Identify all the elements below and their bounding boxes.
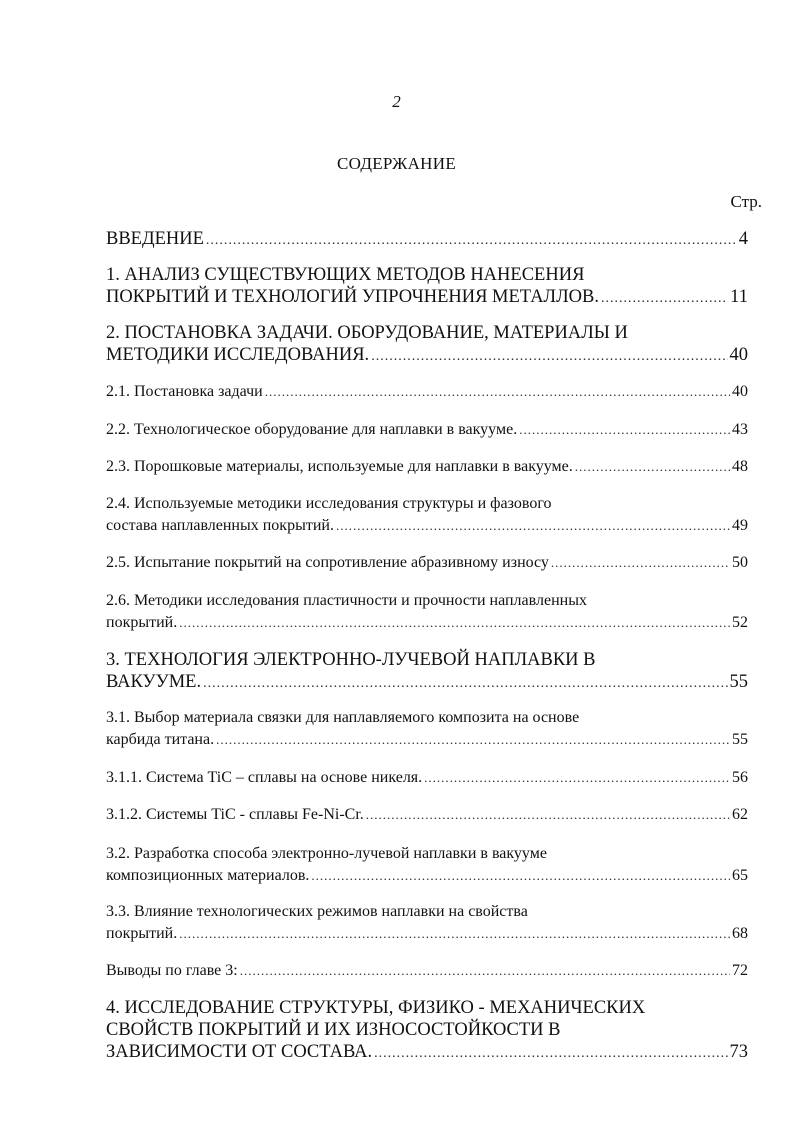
toc-entry-title: ЗАВИСИМОСТИ ОТ СОСТАВА. [106, 1042, 373, 1062]
leader-dots [551, 552, 730, 574]
toc-entry-chapter-1[interactable] [106, 264, 748, 310]
leader-dots [366, 804, 730, 826]
toc-entry-introduction[interactable] [106, 228, 748, 252]
toc-entry-title: покрытий. [106, 925, 178, 942]
toc-entry-section-2-5[interactable] [106, 552, 748, 574]
toc-page-number: 62 [732, 806, 748, 823]
toc-page-number: 56 [732, 769, 748, 786]
toc-entry-title-line1: 3.2. Разработка способа электронно-лучевой наплавки в вакууме [106, 845, 547, 862]
toc-entry-section-3-2[interactable] [106, 843, 748, 887]
toc-entry-title-line1: 3. ТЕХНОЛОГИЯ ЭЛЕКТРОННО-ЛУЧЕВОЙ НАПЛАВКИ В [106, 650, 596, 670]
toc-page-number: 49 [732, 517, 748, 534]
toc-entry-title: 2.5. Испытание покрытий на сопротивление абразивному износу [106, 554, 549, 571]
toc-entry-title: Выводы по главе 3: [106, 962, 238, 979]
leader-dots [206, 230, 737, 252]
leader-dots [265, 381, 730, 403]
toc-entry-section-2-1[interactable] [106, 381, 748, 403]
toc-entry-section-3-3[interactable] [106, 901, 748, 945]
toc-entry-title: 2.1. Постановка задачи [106, 383, 263, 400]
leader-dots [311, 865, 730, 887]
toc-entry-section-3-1-2[interactable] [106, 804, 748, 826]
toc-entry-title: ПОКРЫТИЙ И ТЕХНОЛОГИЙ УПРОЧНЕНИЯ МЕТАЛЛОВ. [106, 287, 599, 307]
toc-page-number: 50 [732, 554, 748, 571]
toc-entry-title: карбида титана. [106, 731, 215, 748]
toc-page-number: 43 [732, 421, 748, 438]
leader-dots [575, 456, 730, 478]
toc-entry-title: состава наплавленных покрытий. [106, 517, 334, 534]
toc-entry-title: композиционных материалов. [106, 867, 310, 884]
toc-page-number: 40 [729, 345, 748, 365]
toc-entry-title: ВАКУУМЕ. [106, 672, 202, 692]
toc-entry-title-line1: 2.6. Методики исследования пластичности и прочности наплавленных [106, 592, 587, 609]
toc-entry-chapter-3-conclusions[interactable] [106, 960, 748, 982]
toc-page-number: 65 [732, 867, 748, 884]
toc-page-number: 4 [738, 229, 748, 249]
toc-entry-section-2-6[interactable] [106, 590, 748, 634]
page-title: СОДЕРЖАНИЕ [336, 154, 457, 173]
toc-entry-chapter-2[interactable] [106, 322, 748, 368]
toc-page-number: 55 [732, 731, 748, 748]
leader-dots [179, 612, 730, 634]
toc-entry-section-2-3[interactable] [106, 456, 748, 478]
leader-dots [336, 515, 730, 537]
toc-page-number: 48 [732, 458, 748, 475]
toc-entry-section-3-1-1[interactable] [106, 767, 748, 789]
leader-dots [519, 419, 730, 441]
toc-entry-title: 3.1.2. Системы TiC - сплавы Fe-Ni-Cr. [106, 806, 364, 823]
toc-entry-title: 2.2. Технологическое оборудование для наплавки в вакууме. [106, 421, 518, 438]
toc-page-number: 40 [732, 383, 748, 400]
leader-dots [216, 729, 730, 751]
toc-entry-title: 2.3. Порошковые материалы, используемые для наплавки в вакууме. [106, 458, 573, 475]
toc-entry-title-line1: 2.4. Используемые методики исследования структуры и фазового [106, 495, 552, 512]
toc-entry-chapter-3[interactable] [106, 649, 748, 695]
toc-page-number: 73 [729, 1042, 748, 1062]
toc-entry-title: ВВЕДЕНИЕ [106, 229, 204, 249]
toc-page-number: 72 [732, 962, 748, 979]
toc-entry-title: МЕТОДИКИ ИССЛЕДОВАНИЯ. [106, 345, 370, 365]
toc-entry-title-line1: 3.3. Влияние технологических режимов наплавки на свойства [106, 903, 528, 920]
toc-entry-title-line1: 2. ПОСТАНОВКА ЗАДАЧИ. ОБОРУДОВАНИЕ, МАТЕРИАЛЫ И [106, 323, 628, 343]
leader-dots [424, 767, 730, 789]
toc-entry-title: покрытий. [106, 614, 178, 631]
page-number: 2 [392, 92, 401, 111]
leader-dots [240, 960, 730, 982]
leader-dots [601, 288, 728, 310]
leader-dots [203, 673, 727, 695]
toc-entry-section-3-1[interactable] [106, 707, 748, 751]
page-column-label: Стр. [730, 192, 762, 211]
toc-entry-chapter-4[interactable] [106, 997, 748, 1065]
toc-entry-title-line1: 3.1. Выбор материала связки для наплавляемого композита на основе [106, 709, 580, 726]
table-of-contents [106, 0, 748, 1122]
toc-page-number: 11 [730, 287, 748, 307]
toc-page-number: 68 [732, 925, 748, 942]
toc-entry-section-2-4[interactable] [106, 493, 748, 537]
toc-entry-title-line1: 1. АНАЛИЗ СУЩЕСТВУЮЩИХ МЕТОДОВ НАНЕСЕНИЯ [106, 265, 585, 285]
leader-dots [371, 346, 727, 368]
leader-dots [179, 923, 730, 945]
toc-entry-title: 3.1.1. Система TiC – сплавы на основе никеля. [106, 769, 423, 786]
toc-page-number: 52 [732, 614, 748, 631]
toc-entry-title-line1: 4. ИССЛЕДОВАНИЕ СТРУКТУРЫ, ФИЗИКО - МЕХАНИЧЕСКИХ СВОЙСТВ ПОКРЫТИЙ И ИХ ИЗНОСОСТОЙКОСТИ В [106, 998, 646, 1040]
leader-dots [374, 1043, 727, 1065]
toc-entry-section-2-2[interactable] [106, 419, 748, 441]
toc-page-number: 55 [729, 672, 748, 692]
